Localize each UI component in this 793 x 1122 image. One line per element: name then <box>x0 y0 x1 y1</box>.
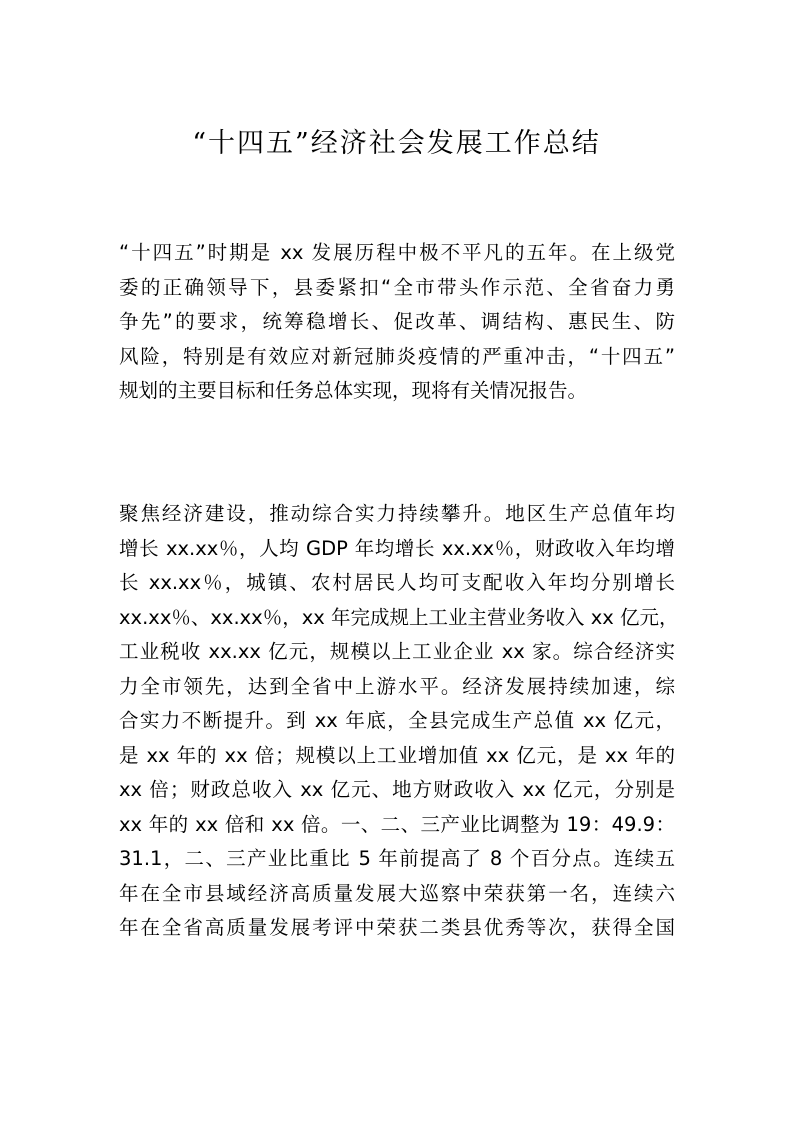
paragraph-line: 合实力不断提升。到 xx 年底，全县完成生产总值 xx 亿元， <box>119 709 675 732</box>
paragraph-intro <box>119 236 675 409</box>
paragraph-line: 力全市领先，达到全省中上游水平。经济发展持续加速，综 <box>119 674 675 698</box>
paragraph-line: xx 倍；财政总收入 xx 亿元、地方财政收入 xx 亿元，分别是 <box>119 778 675 801</box>
paragraph-line: 委的正确领导下，县委紧扣“全市带头作示范、全省奋力勇 <box>119 275 675 299</box>
paragraph-line: xx.xx％、xx.xx％，xx 年完成规上工业主营业务收入 xx 亿元， <box>119 605 679 629</box>
paragraph-line: 31.1，二、三产业比重比 5 年前提高了 8 个百分点。连续五 <box>119 847 675 870</box>
paragraph-line: 年在全省高质量发展考评中荣获二类县优秀等次，获得全国 <box>119 916 675 939</box>
paragraph-economy <box>119 497 679 946</box>
paragraph-line: 工业税收 xx.xx 亿元，规模以上工业企业 xx 家。综合经济实 <box>119 640 675 663</box>
paragraph-line: “十四五”时期是 xx 发展历程中极不平凡的五年。在上级党 <box>119 241 675 264</box>
document-title: “十四五”经济社会发展工作总结 <box>192 128 601 159</box>
paragraph-line: 增长 xx.xx％，人均 GDP 年均增长 xx.xx％，财政收入年均增 <box>119 536 675 560</box>
paragraph-line: 聚焦经济建设，推动综合实力持续攀升。地区生产总值年均 <box>119 502 675 525</box>
paragraph-line: 是 xx 年的 xx 倍；规模以上工业增加值 xx 亿元，是 xx 年的 <box>119 743 675 767</box>
paragraph-line: 长 xx.xx％，城镇、农村居民人均可支配收入年均分别增长 <box>119 571 675 594</box>
paragraph-line: 规划的主要目标和任务总体实现，现将有关情况报告。 <box>119 379 588 402</box>
paragraph-line: 争先”的要求，统筹稳增长、促改革、调结构、惠民生、防 <box>119 310 675 333</box>
paragraph-line: 风险，特别是有效应对新冠肺炎疫情的严重冲击，“十四五” <box>119 344 675 368</box>
paragraph-line: 年在全市县域经济高质量发展大巡察中荣获第一名，连续六 <box>119 881 675 905</box>
paragraph-line: xx 年的 xx 倍和 xx 倍。一、二、三产业比调整为 19：49.9： <box>119 812 675 836</box>
